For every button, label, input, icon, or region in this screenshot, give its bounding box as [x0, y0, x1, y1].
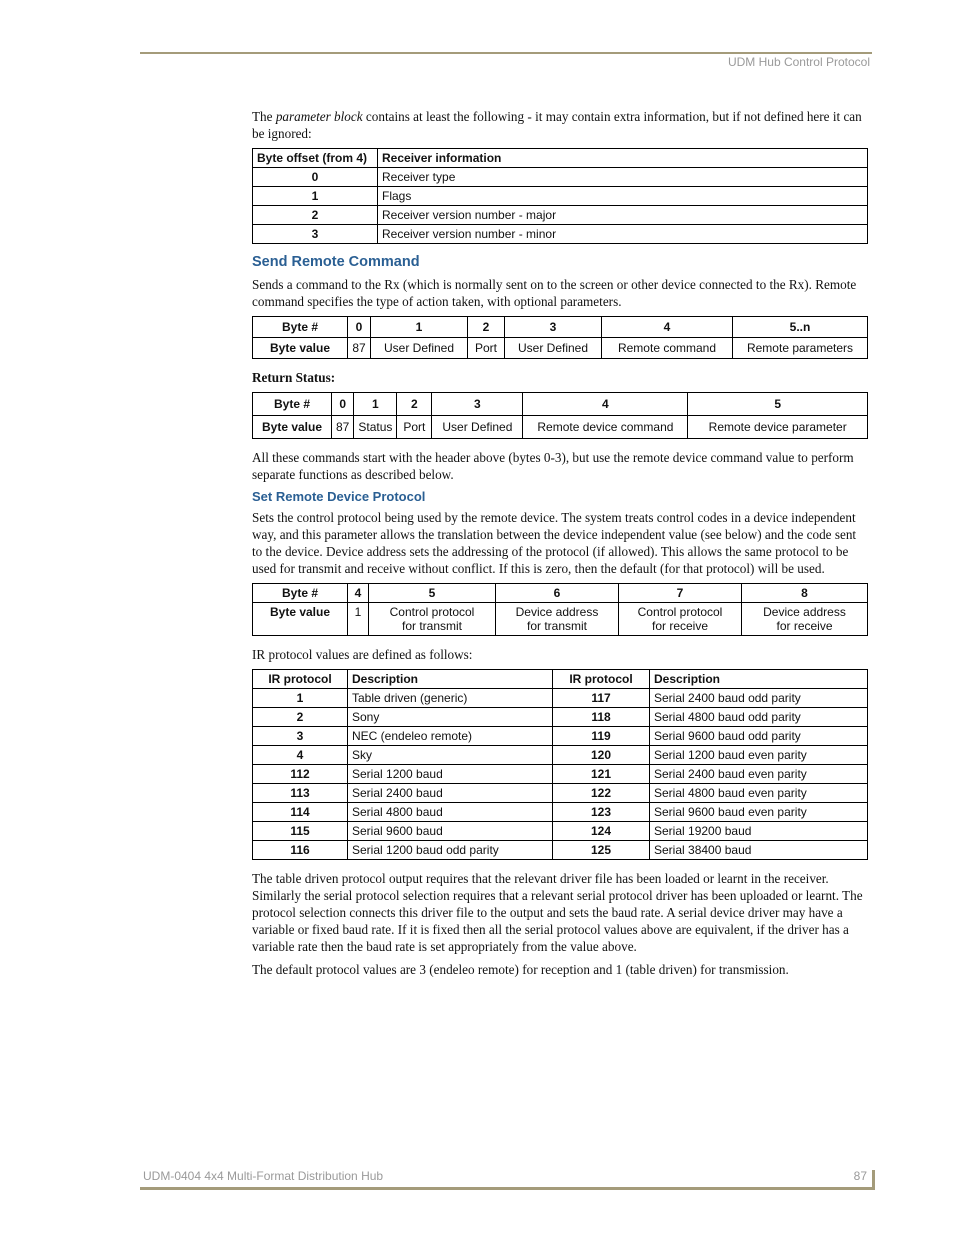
table-row — [253, 603, 868, 636]
table-cell: 1 — [253, 187, 378, 206]
table-cell: Serial 4800 baud odd parity — [650, 708, 868, 727]
after-return-paragraph: All these commands start with the header above (bytes 0-3), but use the remote device command value to perform separate functions as described below. — [252, 450, 854, 482]
table-cell: 117 — [553, 689, 650, 708]
header-rule — [140, 52, 872, 54]
table-cell: 124 — [553, 822, 650, 841]
section-heading-send-remote-command: Send Remote Command — [252, 254, 420, 270]
table-row — [253, 689, 868, 708]
table-cell: Serial 1200 baud even parity — [650, 746, 868, 765]
set-protocol-paragraph: Sets the control protocol being used by the remote device. The system treats control codes in a device independent way, and this parameter allows the translation between the device independent value (see below) and the code sent to the device. Device address sets the addressing of the protocol (if allowed). This allows the same protocol to be used for transmit and receive without conflict. If this is zero, then the default (for that protocol) will be used. — [252, 510, 857, 576]
table-cell: Port — [468, 338, 505, 359]
table-cell: 2 — [468, 317, 505, 338]
table-cell: 123 — [553, 803, 650, 822]
page-number: 87 — [853, 1169, 867, 1183]
table-cell: 1 — [348, 603, 369, 636]
table-cell: Serial 4800 baud even parity — [650, 784, 868, 803]
table-cell: Serial 1200 baud odd parity — [348, 841, 553, 860]
table-cell: Table driven (generic) — [348, 689, 553, 708]
table-cell: Serial 38400 baud — [650, 841, 868, 860]
table-cell: Remote device command — [523, 416, 688, 439]
set-protocol-table — [252, 583, 868, 636]
table-cell: Serial 4800 baud — [348, 803, 553, 822]
table-cell: Serial 2400 baud — [348, 784, 553, 803]
table-cell: Sony — [348, 708, 553, 727]
table-cell: Byte value — [253, 416, 332, 439]
table-cell: Flags — [378, 187, 868, 206]
table-cell: Control protocol for transmit — [369, 603, 496, 636]
table-header-cell: IR protocol — [553, 670, 650, 689]
table-cell: 4 — [523, 393, 688, 416]
table-cell: Byte # — [253, 584, 348, 603]
table-cell: 4 — [348, 584, 369, 603]
section-heading-set-remote-device-protocol: Set Remote Device Protocol — [252, 489, 426, 504]
table-cell: Byte value — [253, 338, 348, 359]
table-cell: Serial 9600 baud — [348, 822, 553, 841]
table-row — [253, 746, 868, 765]
table-cell: 7 — [619, 584, 742, 603]
table-cell: 5..n — [733, 317, 868, 338]
table-cell: Serial 2400 baud even parity — [650, 765, 868, 784]
return-status-table — [252, 392, 868, 439]
table-cell: NEC (endeleo remote) — [348, 727, 553, 746]
ir-protocol-table — [252, 669, 868, 860]
table-cell: Byte # — [253, 393, 332, 416]
table-cell: Status — [354, 416, 397, 439]
table-header-cell: Description — [650, 670, 868, 689]
table-cell: 0 — [253, 168, 378, 187]
table-cell: Serial 9600 baud even parity — [650, 803, 868, 822]
send-remote-command-table — [252, 316, 868, 359]
table-cell: 4 — [253, 746, 348, 765]
send-remote-paragraph: Sends a command to the Rx (which is normally sent on to the screen or other device connected to the Rx). Remote command specifies the type of action taken, with optional parameters. — [252, 277, 857, 309]
table-row — [253, 393, 868, 416]
running-header: UDM Hub Control Protocol — [727, 55, 870, 69]
table-header-cell: IR protocol — [253, 670, 348, 689]
table-cell: 1 — [371, 317, 468, 338]
table-cell: 2 — [253, 708, 348, 727]
table-cell: 120 — [553, 746, 650, 765]
parameter-block-term: parameter block — [275, 109, 363, 124]
table-row — [253, 841, 868, 860]
table-row — [253, 206, 868, 225]
table-cell: 5 — [688, 393, 868, 416]
table-cell: User Defined — [432, 416, 523, 439]
table-cell: Remote command — [602, 338, 733, 359]
table-cell: 87 — [348, 338, 371, 359]
table-row — [253, 708, 868, 727]
table-cell: 3 — [253, 727, 348, 746]
table-row — [253, 168, 868, 187]
table-cell: 119 — [553, 727, 650, 746]
table-cell: 122 — [553, 784, 650, 803]
table-cell: Control protocol for receive — [619, 603, 742, 636]
table-cell: 112 — [253, 765, 348, 784]
table-cell: Receiver type — [378, 168, 868, 187]
table-row — [253, 822, 868, 841]
table-cell: 0 — [332, 393, 354, 416]
table-cell: Device address for transmit — [496, 603, 619, 636]
table-cell: 118 — [553, 708, 650, 727]
footer-rule — [140, 1187, 875, 1190]
table-cell: 5 — [369, 584, 496, 603]
table-cell: Device address for receive — [742, 603, 868, 636]
table-cell: 125 — [553, 841, 650, 860]
table-cell: Byte # — [253, 317, 348, 338]
footer-product-name: UDM-0404 4x4 Multi-Format Distribution Hub — [143, 1169, 384, 1183]
table-cell: Remote device parameter — [688, 416, 868, 439]
table-header-cell: Description — [348, 670, 553, 689]
table-cell: Serial 9600 baud odd parity — [650, 727, 868, 746]
table-cell: 115 — [253, 822, 348, 841]
table-cell: Remote parameters — [733, 338, 868, 359]
table-cell: Byte value — [253, 603, 348, 636]
table-cell: 4 — [602, 317, 733, 338]
table-row — [253, 225, 868, 244]
table-cell: 8 — [742, 584, 868, 603]
table-cell: 1 — [253, 689, 348, 708]
table-cell: 3 — [253, 225, 378, 244]
table-cell: Receiver version number - major — [378, 206, 868, 225]
table-cell: 87 — [332, 416, 354, 439]
table-cell: 116 — [253, 841, 348, 860]
table-row — [253, 338, 868, 359]
ir-protocol-intro: IR protocol values are defined as follows: — [252, 647, 473, 662]
table-cell: 6 — [496, 584, 619, 603]
table-cell: 113 — [253, 784, 348, 803]
table-header-cell: Receiver information — [378, 149, 868, 168]
table-header-row — [253, 149, 868, 168]
table-cell: Serial 19200 baud — [650, 822, 868, 841]
closing-paragraph-defaults: The default protocol values are 3 (endeleo remote) for reception and 1 (table driven) for transmission. — [252, 962, 789, 977]
table-cell: User Defined — [505, 338, 602, 359]
table-row — [253, 317, 868, 338]
page-content — [252, 108, 868, 984]
table-row — [253, 784, 868, 803]
table-header-cell: Byte offset (from 4) — [253, 149, 378, 168]
intro-paragraph: The parameter block contains at least the following - it may contain extra information, but if not defined here it can be ignored: — [252, 109, 862, 141]
table-cell: 121 — [553, 765, 650, 784]
table-cell: Port — [397, 416, 432, 439]
table-cell: User Defined — [371, 338, 468, 359]
table-cell: 114 — [253, 803, 348, 822]
table-cell: 0 — [348, 317, 371, 338]
table-cell: 3 — [432, 393, 523, 416]
table-cell: 2 — [253, 206, 378, 225]
table-cell: Receiver version number - minor — [378, 225, 868, 244]
table-row — [253, 187, 868, 206]
closing-paragraph-driver: The table driven protocol output requires that the relevant driver file has been loaded or learnt in the receiver. Similarly the serial protocol selection requires that a relevant serial protocol driver has been uploaded or learnt. The protocol selection connects this driver file to the output and sets the baud rate. A serial device driver may have a variable or fixed baud rate. If it is fixed then all the serial protocol values above are equivalent, if the driver has a variable rate then the baud rate is set appropriately from the value above. — [252, 871, 863, 954]
table-cell: 2 — [397, 393, 432, 416]
table-row — [253, 584, 868, 603]
return-status-label: Return Status: — [252, 370, 336, 385]
table-row — [253, 803, 868, 822]
table-row — [253, 416, 868, 439]
table-cell: 1 — [354, 393, 397, 416]
table-cell: Sky — [348, 746, 553, 765]
table-row — [253, 765, 868, 784]
table-row — [253, 727, 868, 746]
table-cell: Serial 2400 baud odd parity — [650, 689, 868, 708]
table-cell: Serial 1200 baud — [348, 765, 553, 784]
table-cell: 3 — [505, 317, 602, 338]
parameter-block-table — [252, 148, 868, 244]
table-header-row — [253, 670, 868, 689]
